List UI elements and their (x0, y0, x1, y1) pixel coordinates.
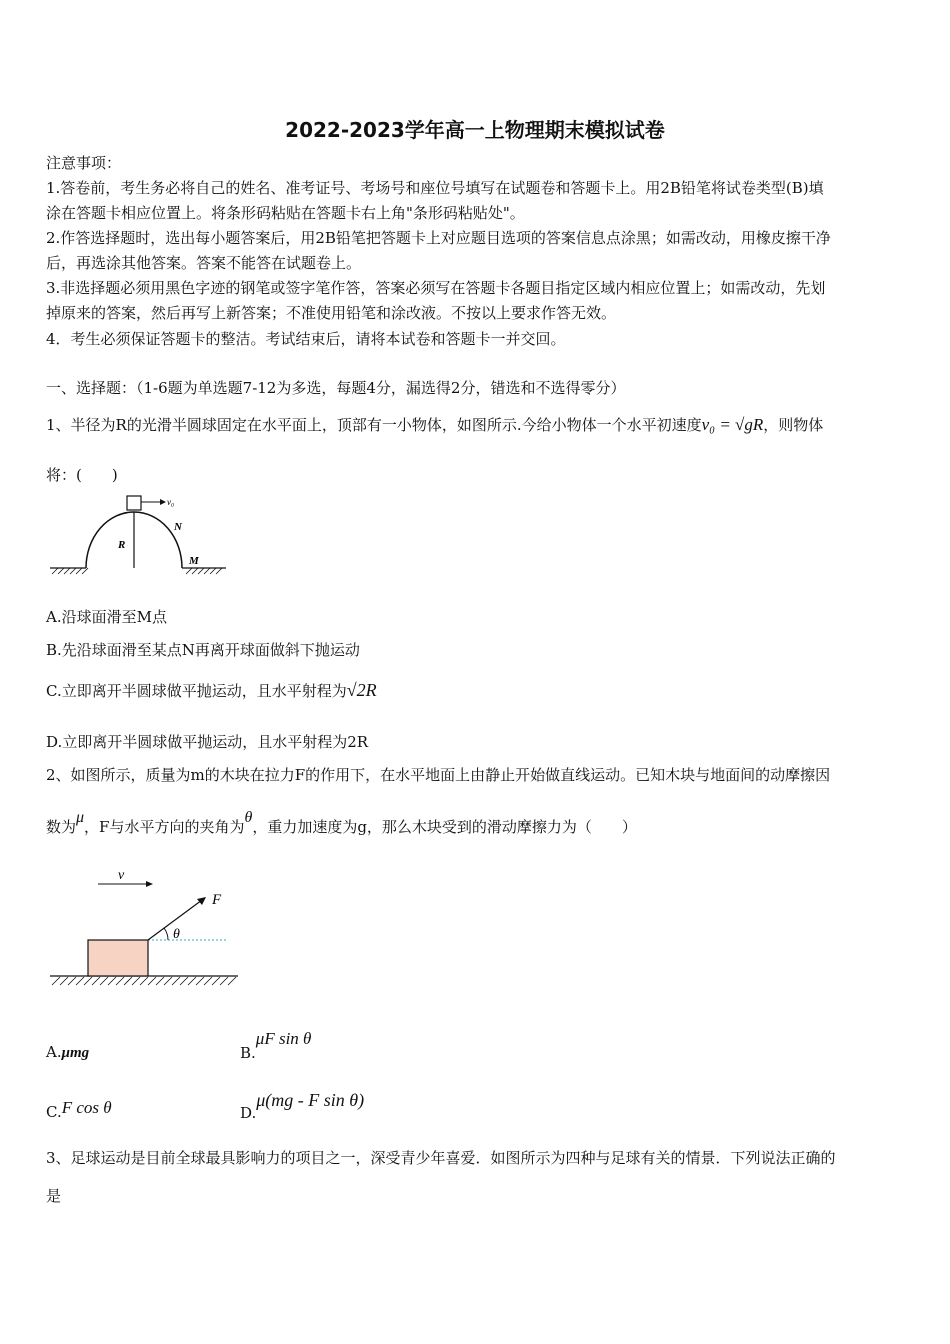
section-heading: 一、选择题：（1-6题为单选题7-12为多选，每题4分，漏选得2分，错选和不选得零分） (46, 379, 626, 397)
q2-stem-text-b: ，F与水平方向的夹角为 (84, 818, 245, 836)
q1-option-b[interactable]: B.先沿球面滑至某点N再离开球面做斜下抛运动 (46, 641, 360, 659)
fig-label-R: R (118, 539, 126, 551)
q2-option-a[interactable] (46, 1043, 89, 1062)
q1-option-c-formula: √2R (346, 680, 377, 700)
q2-stem-text-c: ，重力加速度为g，那么木块受到的滑动摩擦力为（ ） (252, 818, 637, 836)
q2-theta-symbol: θ (244, 809, 253, 826)
q2-mu-symbol: μ (76, 809, 85, 826)
q2-option-b-label: B. (240, 1044, 256, 1062)
notice-line: 2.作答选择题时，选出每小题答案后，用2B铅笔把答题卡上对应题目选项的答案信息点涂黑；如需改动，用橡皮擦干净 (46, 229, 831, 247)
q2-stem: 2、如图所示，质量为m的木块在拉力F的作用下，在水平地面上由静止开始做直线运动。已知木块与地面间的动摩擦因 (46, 766, 831, 784)
fig-label-v0: v₀ (167, 497, 175, 507)
q2-option-d-formula: μ(mg - F sin θ) (256, 1090, 365, 1110)
q2-stem-line2 (46, 809, 637, 837)
notice-line: 掉原来的答案，然后再写上新答案；不准使用铅笔和涂改液。不按以上要求作答无效。 (46, 304, 617, 322)
notice-line: 涂在答题卡相应位置上。将条形码粘贴在答题卡右上角"条形码粘贴处"。 (46, 204, 525, 222)
q2-stem-text-a: 数为 (46, 818, 77, 836)
q2-option-c-label: C. (46, 1103, 62, 1121)
q1-stem (46, 414, 823, 435)
notice-line: 后，再选涂其他答案。答案不能答在试题卷上。 (46, 254, 362, 272)
fig-label-v: v (118, 868, 125, 883)
q1-stem-end: ，则物体 (763, 416, 824, 434)
notice-line: 1.答卷前，考生务必将自己的姓名、准考证号、考场号和座位号填写在试题卷和答题卡上。用2B铅笔将试卷类型(B)填 (46, 179, 824, 197)
q2-figure (46, 860, 246, 992)
q2-option-d[interactable] (240, 1090, 365, 1123)
fig-label-M: M (189, 555, 199, 567)
q1-option-d[interactable]: D.立即离开半圆球做平抛运动，且水平射程为2R (46, 733, 369, 751)
q1-option-c[interactable] (46, 680, 377, 701)
wood-block-shape (88, 940, 148, 976)
notice-heading: 注意事项： (46, 154, 122, 172)
q1-option-a[interactable]: A.沿球面滑至M点 (46, 608, 167, 626)
q3-stem-line2: 是 (46, 1187, 62, 1205)
page-title: 2022-2023学年高一上物理期末模拟试卷 (285, 118, 665, 142)
q1-stem-line2: 将：( ) (46, 466, 118, 484)
q3-stem: 3、足球运动是目前全球最具影响力的项目之一，深受青少年喜爱．如图所示为四种与足球有关的情景．下列说法正确的 (46, 1149, 836, 1167)
q2-option-c-formula: F cos θ (61, 1098, 112, 1117)
q2-option-d-label: D. (240, 1104, 257, 1122)
q1-v0-formula: v₀ = √gR (701, 415, 764, 434)
block-shape (127, 496, 141, 510)
q1-option-c-text: C.立即离开半圆球做平抛运动，且水平射程为 (46, 682, 347, 700)
q2-option-a-formula: μmg (61, 1045, 90, 1061)
q1-stem-text: 1、半径为R的光滑半圆球固定在水平面上，顶部有一小物体，如图所示.今给小物体一个水平初速度 (46, 416, 702, 434)
fig-label-N: N (174, 521, 182, 533)
q1-figure (46, 488, 236, 576)
notice-line: 3.非选择题必须用黑色字迹的钢笔或签字笔作答，答案必须写在答题卡各题目指定区域内相应位置上；如需改动，先划 (46, 279, 826, 297)
notice-line: 4．考生必须保证答题卡的整洁。考试结束后，请将本试卷和答题卡一并交回。 (46, 330, 566, 348)
q2-option-b[interactable] (240, 1029, 312, 1063)
fig-label-F: F (212, 892, 222, 908)
fig-label-theta: θ (173, 927, 180, 942)
q2-option-c[interactable] (46, 1098, 112, 1122)
q2-option-a-label: A. (46, 1043, 62, 1061)
q2-option-b-formula: μF sin θ (255, 1029, 312, 1048)
